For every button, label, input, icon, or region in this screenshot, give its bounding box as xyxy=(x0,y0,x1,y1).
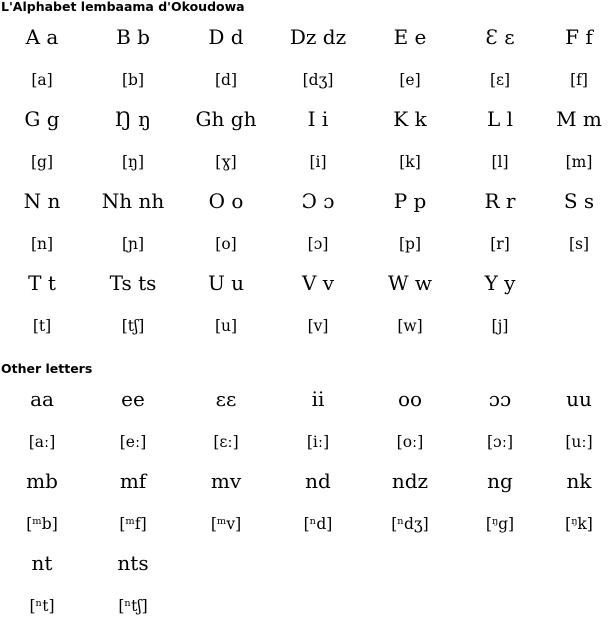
letter-cell: T t xyxy=(28,271,56,295)
letter-cell: aa xyxy=(30,387,54,411)
ipa-cell: [ᵐf] xyxy=(119,515,147,533)
letter-cell: oo xyxy=(397,387,423,411)
ipa-cell: [ɛː] xyxy=(213,433,239,451)
letter-cell: P p xyxy=(393,189,427,213)
ipa-cell: [dʒ] xyxy=(302,71,334,89)
letter-cell: D d xyxy=(208,25,244,49)
alphabet-grid xyxy=(0,22,612,350)
letter-cell: ee xyxy=(121,387,145,411)
ipa-cell: [ⁿt] xyxy=(29,597,55,615)
letter-cell: mb xyxy=(26,469,58,493)
letter-cell: mv xyxy=(210,469,242,493)
letter-cell: B b xyxy=(116,25,150,49)
letter-cell: R r xyxy=(484,189,516,213)
ipa-cell: [t] xyxy=(32,317,52,335)
letter-cell: F f xyxy=(565,25,593,49)
ipa-cell: [ᵐv] xyxy=(210,515,242,533)
letter-cell: ii xyxy=(311,387,325,411)
ipa-cell: [j] xyxy=(491,317,509,335)
letter-cell: Ts ts xyxy=(109,271,157,295)
letter-cell: I i xyxy=(307,107,329,131)
ipa-cell: [ɣ] xyxy=(215,153,237,171)
ipa-cell: [ⁿdʒ] xyxy=(391,515,429,533)
ipa-row xyxy=(0,309,612,350)
ipa-cell: [ᵑk] xyxy=(565,515,593,533)
letter-cell: O o xyxy=(208,189,244,213)
ipa-cell xyxy=(182,589,270,630)
ipa-cell xyxy=(546,589,612,630)
letter-cell: nt xyxy=(31,551,53,575)
letter-row xyxy=(0,466,612,507)
ipa-cell: [ᵐb] xyxy=(26,515,58,533)
ipa-cell: [tʃ] xyxy=(121,317,145,335)
letter-cell: Y y xyxy=(484,271,516,295)
letter-cell: nk xyxy=(566,469,592,493)
ipa-cell: [r] xyxy=(490,235,510,253)
letter-cell: L l xyxy=(486,107,514,131)
letter-cell: ɛɛ xyxy=(215,387,237,411)
ipa-row xyxy=(0,145,612,186)
letter-cell: ndz xyxy=(391,469,429,493)
letter-cell xyxy=(270,548,366,589)
ipa-row xyxy=(0,425,612,466)
letter-cell: U u xyxy=(207,271,245,295)
ipa-cell: [s] xyxy=(568,235,590,253)
letter-cell xyxy=(454,548,546,589)
letter-cell xyxy=(546,548,612,589)
ipa-cell: [m] xyxy=(565,153,593,171)
ipa-cell: [uː] xyxy=(565,433,593,451)
letter-cell xyxy=(546,268,612,309)
letter-cell: G g xyxy=(24,107,60,131)
ipa-cell: [iː] xyxy=(306,433,330,451)
ipa-cell: [a] xyxy=(31,71,53,89)
letter-cell: Gh gh xyxy=(195,107,257,131)
letter-cell: nts xyxy=(117,551,149,575)
ipa-cell: [oː] xyxy=(396,433,424,451)
ipa-cell: [ᵑg] xyxy=(485,515,515,533)
letter-cell xyxy=(366,548,454,589)
ipa-cell: [k] xyxy=(399,153,421,171)
ipa-cell: [ⁿtʃ] xyxy=(118,597,148,615)
ipa-cell: [aː] xyxy=(28,433,56,451)
ipa-cell: [o] xyxy=(215,235,237,253)
ipa-cell: [n] xyxy=(30,235,54,253)
other-letters-grid xyxy=(0,384,612,630)
ipa-cell: [p] xyxy=(398,235,422,253)
letter-cell: Nh nh xyxy=(101,189,165,213)
ipa-cell: [v] xyxy=(307,317,329,335)
ipa-cell: [ɔ] xyxy=(307,235,329,253)
letter-row xyxy=(0,104,612,145)
letter-cell: W w xyxy=(387,271,433,295)
letter-cell xyxy=(182,548,270,589)
ipa-cell: [b] xyxy=(121,71,145,89)
ipa-cell xyxy=(546,309,612,350)
ipa-cell: [u] xyxy=(214,317,238,335)
ipa-cell: [i] xyxy=(309,153,327,171)
letter-cell: S s xyxy=(563,189,595,213)
ipa-row xyxy=(0,589,612,630)
ipa-cell: [f] xyxy=(570,71,588,89)
letter-row xyxy=(0,548,612,589)
letter-cell: N n xyxy=(23,189,61,213)
letter-cell: Ɛ ɛ xyxy=(485,25,515,49)
ipa-cell: [eː] xyxy=(119,433,147,451)
ipa-cell xyxy=(366,589,454,630)
ipa-row xyxy=(0,63,612,104)
ipa-cell xyxy=(270,589,366,630)
letter-cell: Ɔ ɔ xyxy=(301,189,335,213)
ipa-cell: [w] xyxy=(397,317,423,335)
letter-cell: K k xyxy=(393,107,427,131)
letter-cell: Ŋ ŋ xyxy=(114,107,152,131)
letter-row xyxy=(0,268,612,309)
letter-cell: A a xyxy=(25,25,59,49)
ipa-row xyxy=(0,507,612,548)
ipa-cell: [d] xyxy=(214,71,238,89)
alphabet-title: L'Alphabet lembaama d'Okoudowa xyxy=(1,0,245,14)
ipa-cell: [ŋ] xyxy=(121,153,145,171)
letter-row xyxy=(0,22,612,63)
letter-row xyxy=(0,186,612,227)
ipa-cell: [ɔː] xyxy=(487,433,513,451)
ipa-cell: [ɛ] xyxy=(489,71,511,89)
letter-cell: ɔɔ xyxy=(488,387,512,411)
letter-cell: mf xyxy=(119,469,147,493)
letter-cell: E e xyxy=(393,25,427,49)
ipa-cell xyxy=(454,589,546,630)
letter-row xyxy=(0,384,612,425)
ipa-row xyxy=(0,227,612,268)
letter-cell: nd xyxy=(305,469,331,493)
letter-cell: M m xyxy=(556,107,602,131)
ipa-cell: [l] xyxy=(491,153,509,171)
ipa-cell: [ɲ] xyxy=(121,235,145,253)
ipa-cell: [e] xyxy=(399,71,421,89)
letter-cell: ng xyxy=(487,469,513,493)
letter-cell: Dz dz xyxy=(289,25,347,49)
ipa-cell: [g] xyxy=(30,153,54,171)
letter-cell: V v xyxy=(301,271,335,295)
letter-cell: uu xyxy=(566,387,592,411)
other-letters-title: Other letters xyxy=(1,361,93,376)
ipa-cell: [ⁿd] xyxy=(303,515,333,533)
